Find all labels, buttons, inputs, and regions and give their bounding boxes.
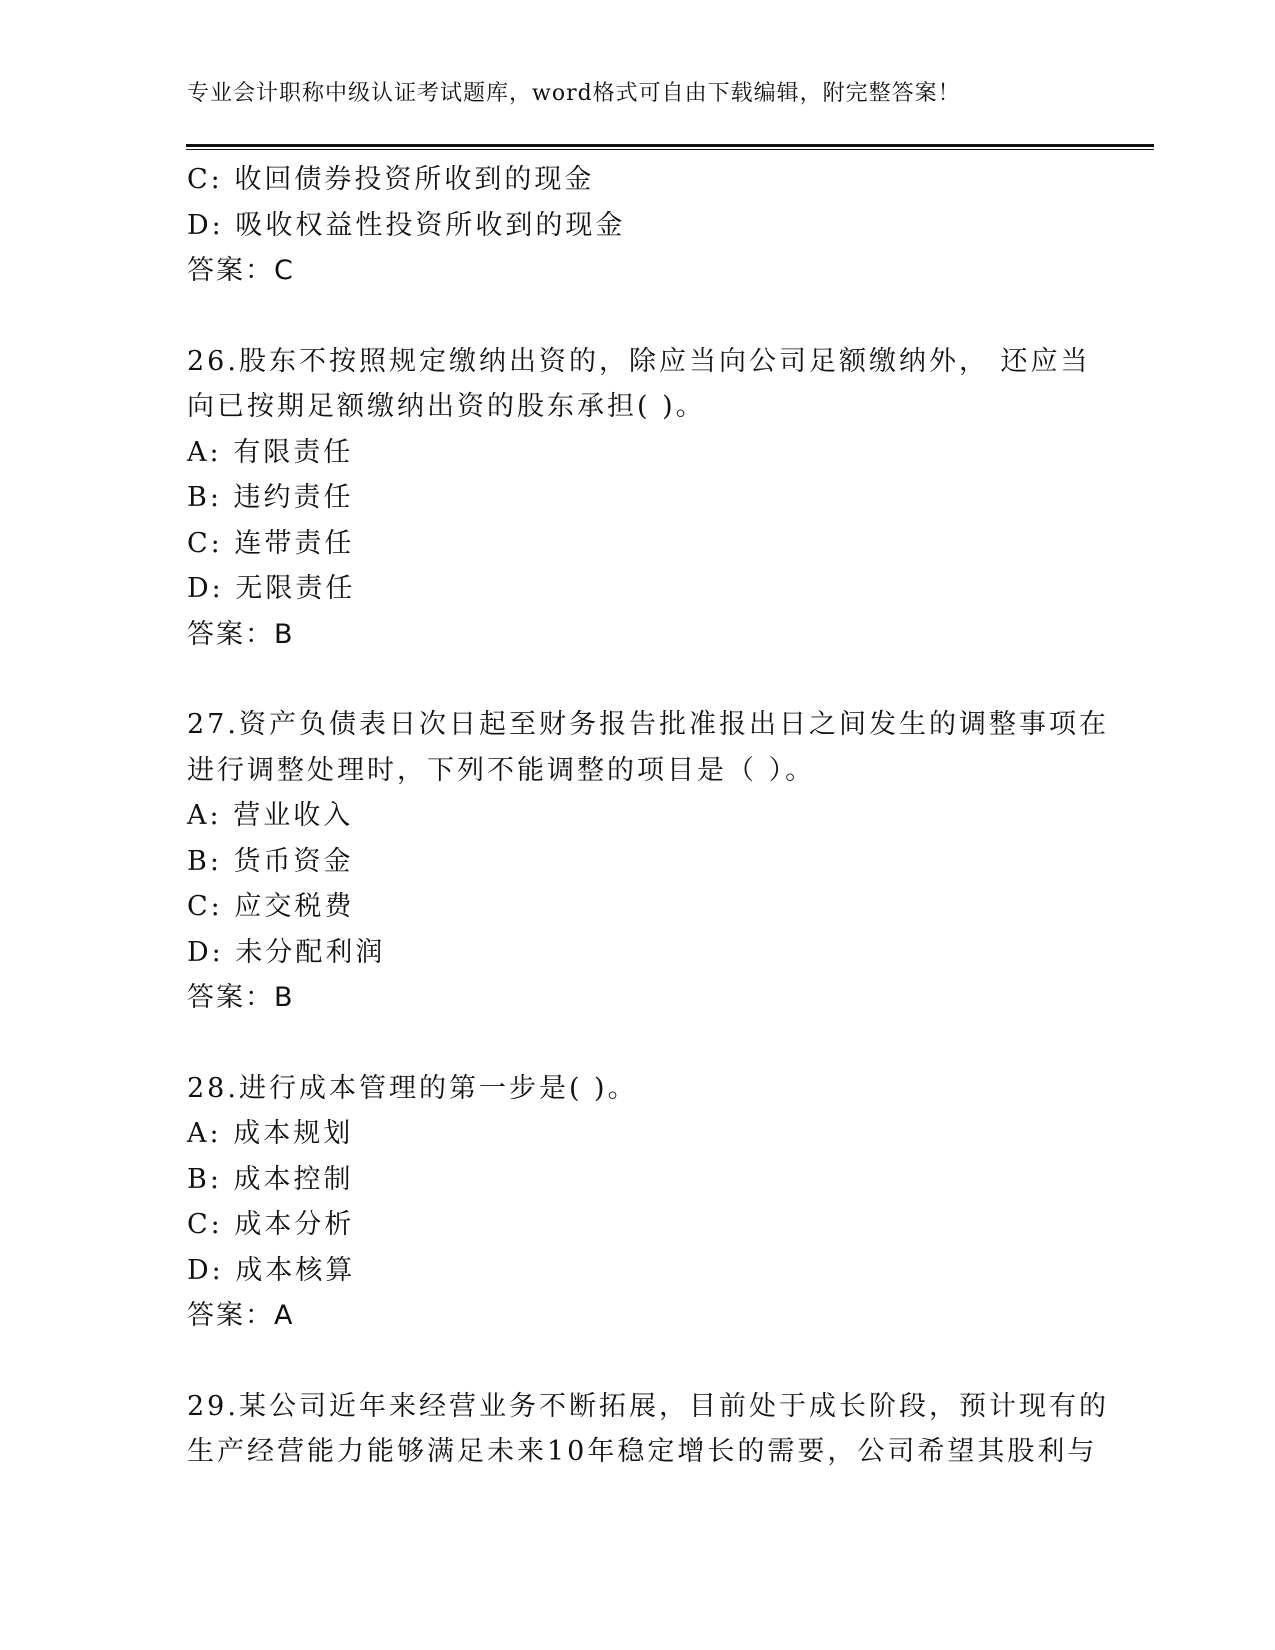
document-body	[187, 157, 1109, 1475]
option-text: 营业收入	[233, 800, 354, 831]
header-divider	[186, 144, 1154, 150]
option-text: 货币资金	[233, 845, 354, 877]
question-stem-line: 28.进行成本管理的第一步是( )。	[187, 1072, 638, 1104]
question-stem-line: 29.某公司近年来经营业务不断拓展，目前处于成长阶段，预计现有的	[187, 1390, 1109, 1422]
option-text: 应交税费	[234, 891, 355, 922]
option-text: 吸收权益性投资所收到的现金	[235, 209, 626, 241]
option-label: C:	[187, 891, 223, 922]
option-line	[187, 793, 1087, 839]
option-label: C:	[187, 1209, 223, 1240]
option-line	[187, 521, 1087, 567]
question-stem-line: 26.股东不按照规定缴纳出资的，除应当向公司足额缴纳外， 还应当	[187, 345, 1091, 377]
option-line	[187, 839, 1087, 885]
option-text: 成本分析	[234, 1209, 355, 1240]
question-stem-line: 27.资产负债表日次日起至财务报告批准报出日之间发生的调整事项在	[187, 709, 1109, 740]
option-label: A:	[187, 800, 222, 831]
option-line	[187, 157, 1087, 203]
option-label: B:	[187, 845, 222, 877]
question-stem-line: 生产经营能力能够满足未来10年稳定增长的需要，公司希望其股利与	[187, 1436, 1098, 1467]
option-line	[187, 475, 1087, 521]
option-line	[187, 203, 1087, 249]
answer-line: 答案：B	[187, 618, 295, 650]
option-label: A:	[187, 1118, 222, 1149]
option-line	[187, 1157, 1087, 1203]
option-label: D:	[187, 209, 224, 241]
option-text: 成本核算	[235, 1254, 356, 1286]
option-text: 未分配利润	[235, 936, 386, 968]
option-line	[187, 430, 1087, 476]
option-text: 无限责任	[235, 573, 356, 604]
option-line	[187, 566, 1087, 612]
option-line	[187, 930, 1087, 976]
option-text: 收回债券投资所收到的现金	[234, 164, 595, 195]
answer-line: 答案：C	[187, 255, 295, 286]
option-line	[187, 1202, 1087, 1248]
question-stem-line: 进行调整处理时，下列不能调整的项目是（ ）。	[187, 754, 816, 786]
option-label: B:	[187, 482, 222, 513]
option-line	[187, 1111, 1087, 1157]
option-text: 成本控制	[233, 1163, 354, 1195]
option-label: B:	[187, 1163, 222, 1195]
option-text: 成本规划	[233, 1118, 354, 1149]
answer-line: 答案：B	[187, 982, 295, 1013]
page-header: 专业会计职称中级认证考试题库，word格式可自由下载编辑，附完整答案！	[187, 81, 961, 106]
option-line	[187, 884, 1087, 930]
option-label: D:	[187, 936, 224, 968]
option-text: 连带责任	[234, 527, 355, 559]
option-label: A:	[187, 436, 222, 468]
option-label: D:	[187, 573, 224, 604]
option-line	[187, 1248, 1087, 1294]
option-label: D:	[187, 1254, 224, 1286]
option-label: C:	[187, 164, 223, 195]
answer-line: 答案：A	[187, 1300, 295, 1331]
question-stem-line: 向已按期足额缴纳出资的股东承担( )。	[187, 391, 706, 422]
option-text: 违约责任	[233, 482, 354, 513]
option-label: C:	[187, 527, 223, 559]
option-text: 有限责任	[233, 436, 354, 468]
